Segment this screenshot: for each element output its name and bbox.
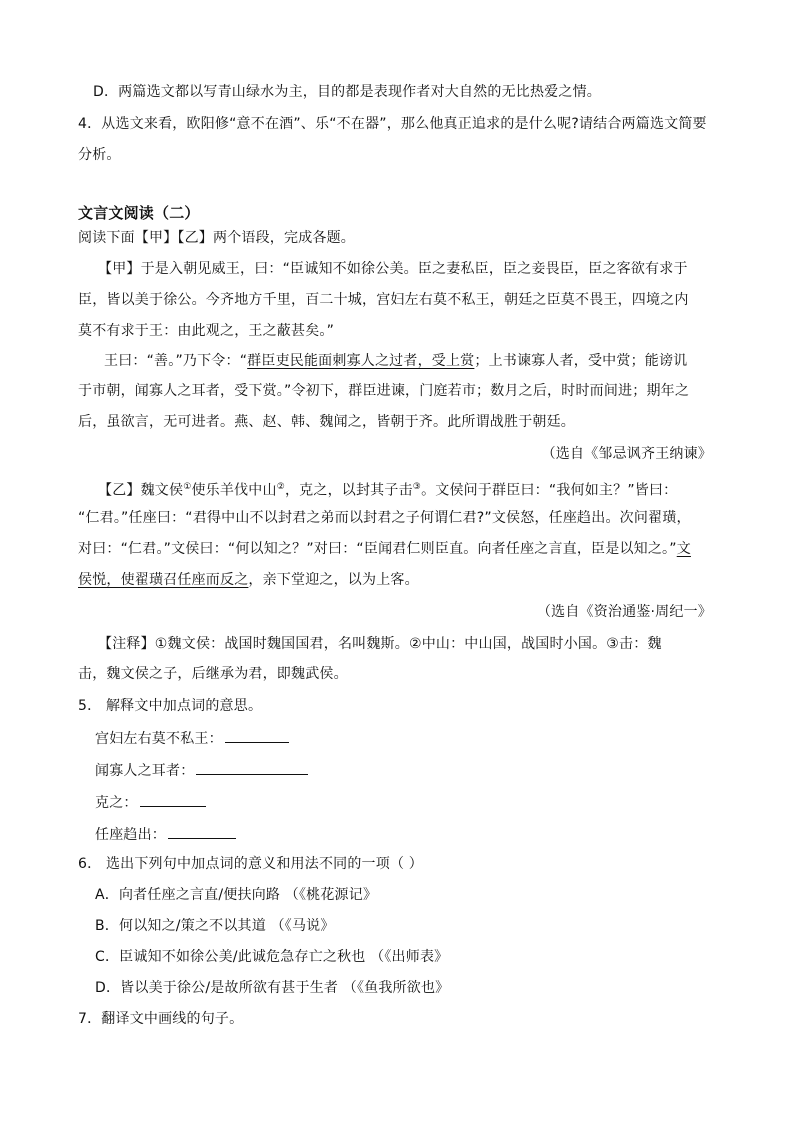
yi-line-1-a: 【乙】魏文侯 bbox=[98, 482, 184, 499]
q4-line-2: 分析。 bbox=[78, 147, 121, 163]
q6-title: 6． 选出下列句中加点词的意义和用法不同的一项（ ） bbox=[78, 856, 424, 872]
yi-line-3 bbox=[78, 539, 691, 559]
yi-line-1 bbox=[98, 477, 677, 501]
q5-item-2-label: 闻寡人之耳者： bbox=[95, 763, 195, 779]
notes-line-1: 【注释】①魏文侯：战国时魏国国君，名叫魏斯。②中山：中山国，战国时小国。③击：魏 bbox=[98, 636, 662, 652]
q5-item-3 bbox=[95, 792, 206, 813]
notes-line-2: 击，魏文侯之子，后继承为君，即魏武侯。 bbox=[78, 666, 348, 682]
jia-line-4-start: 王曰：“善。”乃下令：“ bbox=[104, 353, 248, 369]
underlined-sentence-2-start: 文 bbox=[676, 541, 691, 557]
q5-item-4 bbox=[95, 824, 236, 845]
q6-option-b[interactable]: B．何以知之/策之不以其道 （《马说》 bbox=[95, 918, 335, 934]
q5-item-2 bbox=[95, 760, 308, 781]
note-mark-2: ② bbox=[276, 482, 285, 492]
note-mark-1: ① bbox=[183, 482, 192, 492]
q5-item-3-label: 克之： bbox=[95, 795, 138, 811]
q5-title: 5． 解释文中加点词的意思。 bbox=[78, 698, 263, 714]
yi-line-1-d: 。文侯问于群臣曰：“我何如主？”皆曰： bbox=[421, 482, 678, 499]
yi-source: （选自《资治通鉴·周纪一》 bbox=[536, 604, 712, 620]
yi-line-2: “仁君。”任座曰：“君得中山不以封君之弟而以封君之子何谓仁君?”文侯怒，任座趋出。次问翟璜， bbox=[78, 510, 691, 526]
answer-blank-3[interactable] bbox=[140, 792, 206, 807]
underlined-sentence-1: 群臣吏民能面刺寡人之过者，受上赏 bbox=[247, 353, 475, 369]
jia-line-4-end: ；上书谏寡人者，受中赏；能谤讥 bbox=[474, 353, 688, 369]
jia-source: （选自《邹忌讽齐王纳谏》 bbox=[541, 446, 712, 462]
answer-blank-1[interactable] bbox=[225, 728, 289, 743]
answer-blank-2[interactable] bbox=[196, 760, 308, 775]
underlined-sentence-2-end: 侯悦，使翟璜召任座而反之 bbox=[78, 572, 249, 588]
q5-item-1-label: 宫妇左右莫不私王： bbox=[95, 731, 223, 747]
jia-line-4 bbox=[104, 351, 687, 371]
jia-line-6: 后，虽欲言，无可进者。燕、赵、韩、魏闻之，皆朝于齐。此所谓战胜于朝廷。 bbox=[78, 414, 575, 430]
yi-line-1-c: ，克之，以封其子击 bbox=[284, 482, 413, 499]
yi-line-4 bbox=[78, 570, 419, 590]
q7-title: 7．翻译文中画线的句子。 bbox=[78, 1011, 244, 1027]
q6-option-c[interactable]: C．臣诚知不如徐公美/此诚危急存亡之秋也 （《出师表》 bbox=[95, 949, 449, 965]
yi-line-3-a: 对曰：“仁君。”文侯曰：“何以知之？”对曰：“臣闻君仁则臣直。向者任座之言直，臣是以知之。” bbox=[78, 541, 677, 557]
q6-option-a[interactable]: A．向者任座之言直/便扶向路 （《桃花源记》 bbox=[95, 887, 378, 903]
jia-line-2: 臣，皆以美于徐公。今齐地方千里，百二十城，宫妇左右莫不私王，朝廷之臣莫不畏王，四境之内 bbox=[78, 292, 689, 308]
q4-line-1: 4．从选文来看，欧阳修“意不在酒”、乐“不在器”，那么他真正追求的是什么呢?请结合两篇选文简要 bbox=[78, 116, 707, 132]
q6-option-d[interactable]: D．皆以美于徐公/是故所欲有甚于生者 （《鱼我所欲也》 bbox=[95, 980, 450, 996]
instruction: 阅读下面【甲】【乙】两个语段，完成各题。 bbox=[78, 230, 355, 246]
note-mark-3: ③ bbox=[412, 482, 422, 492]
q3-option-d: D．两篇选文都以写青山绿水为主，目的都是表现作者对大自然的无比热爱之情。 bbox=[93, 84, 601, 100]
q5-item-4-label: 任座趋出： bbox=[95, 827, 166, 843]
yi-line-1-b: 使乐羊伐中山 bbox=[191, 482, 277, 499]
jia-line-1: 【甲】于是入朝见威王，曰：“臣诚知不如徐公美。臣之妻私臣，臣之妾畏臣，臣之客欲有求于 bbox=[98, 261, 688, 277]
yi-line-4-b: ，亲下堂迎之，以为上客。 bbox=[248, 572, 419, 588]
q5-item-1 bbox=[95, 728, 289, 749]
answer-blank-4[interactable] bbox=[168, 824, 236, 839]
jia-line-5: 于市朝，闻寡人之耳者，受下赏。”令初下，群臣进谏，门庭若市；数月之后，时时而间进；期年之 bbox=[78, 383, 690, 399]
section-title: 文言文阅读（二） bbox=[78, 204, 200, 222]
jia-line-3: 莫不有求于王：由此观之，王之蔽甚矣。” bbox=[78, 323, 335, 339]
